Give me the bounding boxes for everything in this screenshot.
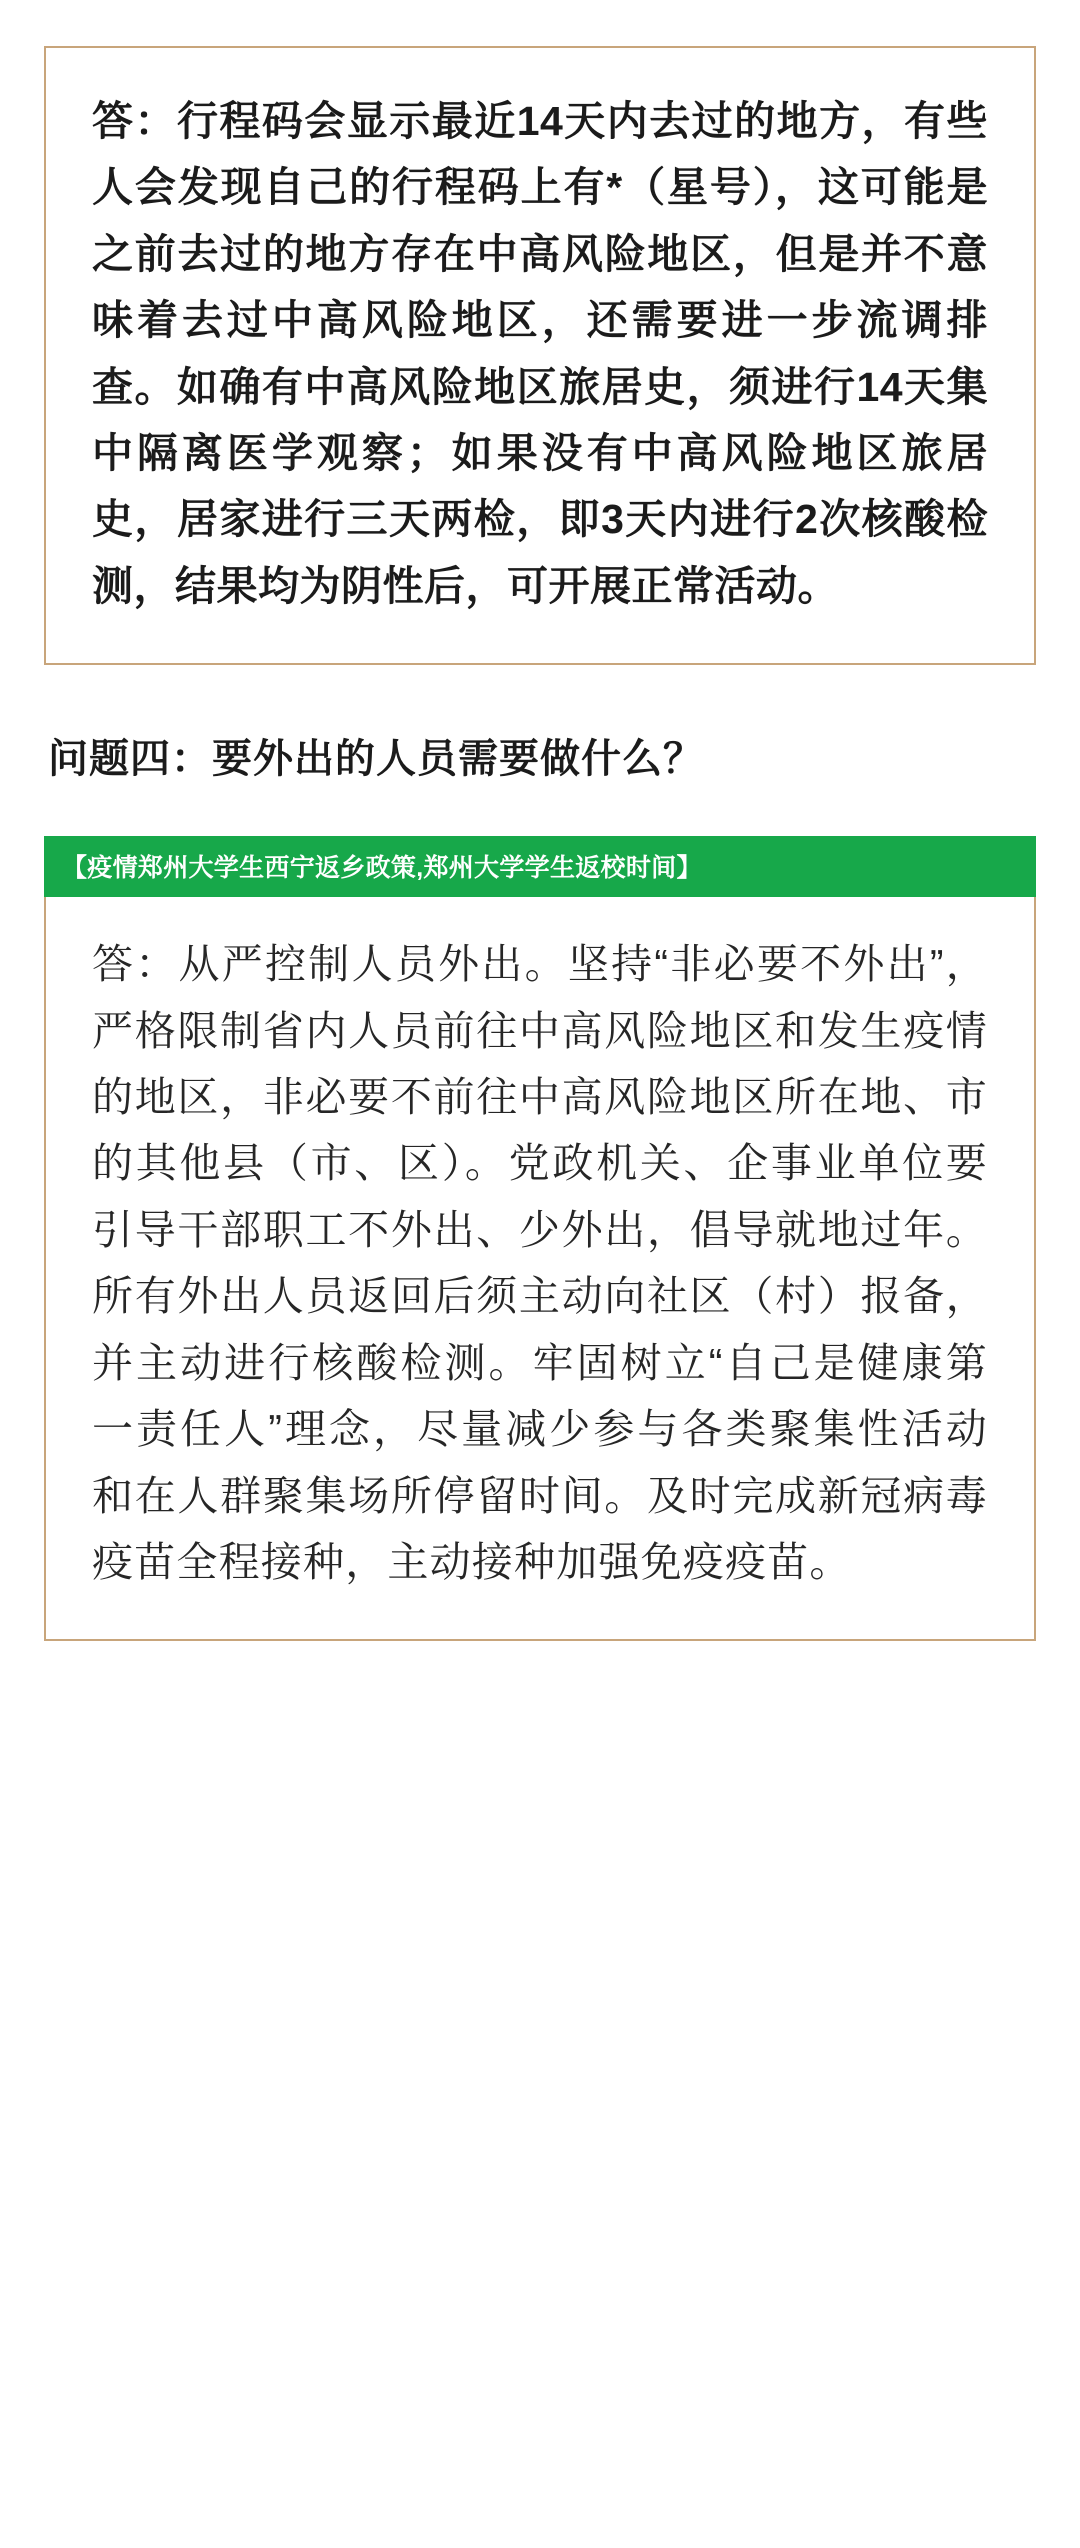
answer-text-question-three: 答：行程码会显示最近14天内去过的地方，有些人会发现自己的行程码上有*（星号），这可能是之前去过的地方存在中高风险地区，但是并不意味着去过中高风险地区，还需要进一步流调排查。如确有中高风险地区旅居史，须进行14天集中隔离医学观察；如果没有中高风险地区旅居史，居家进行三天两检，即3天内进行2次核酸检测，结果均为阴性后，可开展正常活动。 (92, 98, 988, 609)
article-page (0, 46, 1080, 2548)
answer-card-question-three (44, 46, 1036, 665)
answer-card-question-four (44, 897, 1036, 1641)
question-four-heading: 问题四：要外出的人员需要做什么？ (48, 737, 704, 782)
promo-banner[interactable]: 【疫情郑州大学生西宁返乡政策,郑州大学学生返校时间】 (44, 836, 1036, 897)
answer-text-question-four: 答：从严控制人员外出。坚持“非必要不外出”，严格限制省内人员前往中高风险地区和发生疫情的地区，非必要不前往中高风险地区所在地、市的其他县（市、区）。党政机关、企事业单位要引导干部职工不外出、少外出，倡导就地过年。所有外出人员返回后须主动向社区（村）报备，并主动进行核酸检测。牢固树立“自己是健康第一责任人”理念，尽量减少参与各类聚集性活动和在人群聚集场所停留时间。及时完成新冠病毒疫苗全程接种，主动接种加强免疫疫苗。 (92, 941, 988, 1585)
